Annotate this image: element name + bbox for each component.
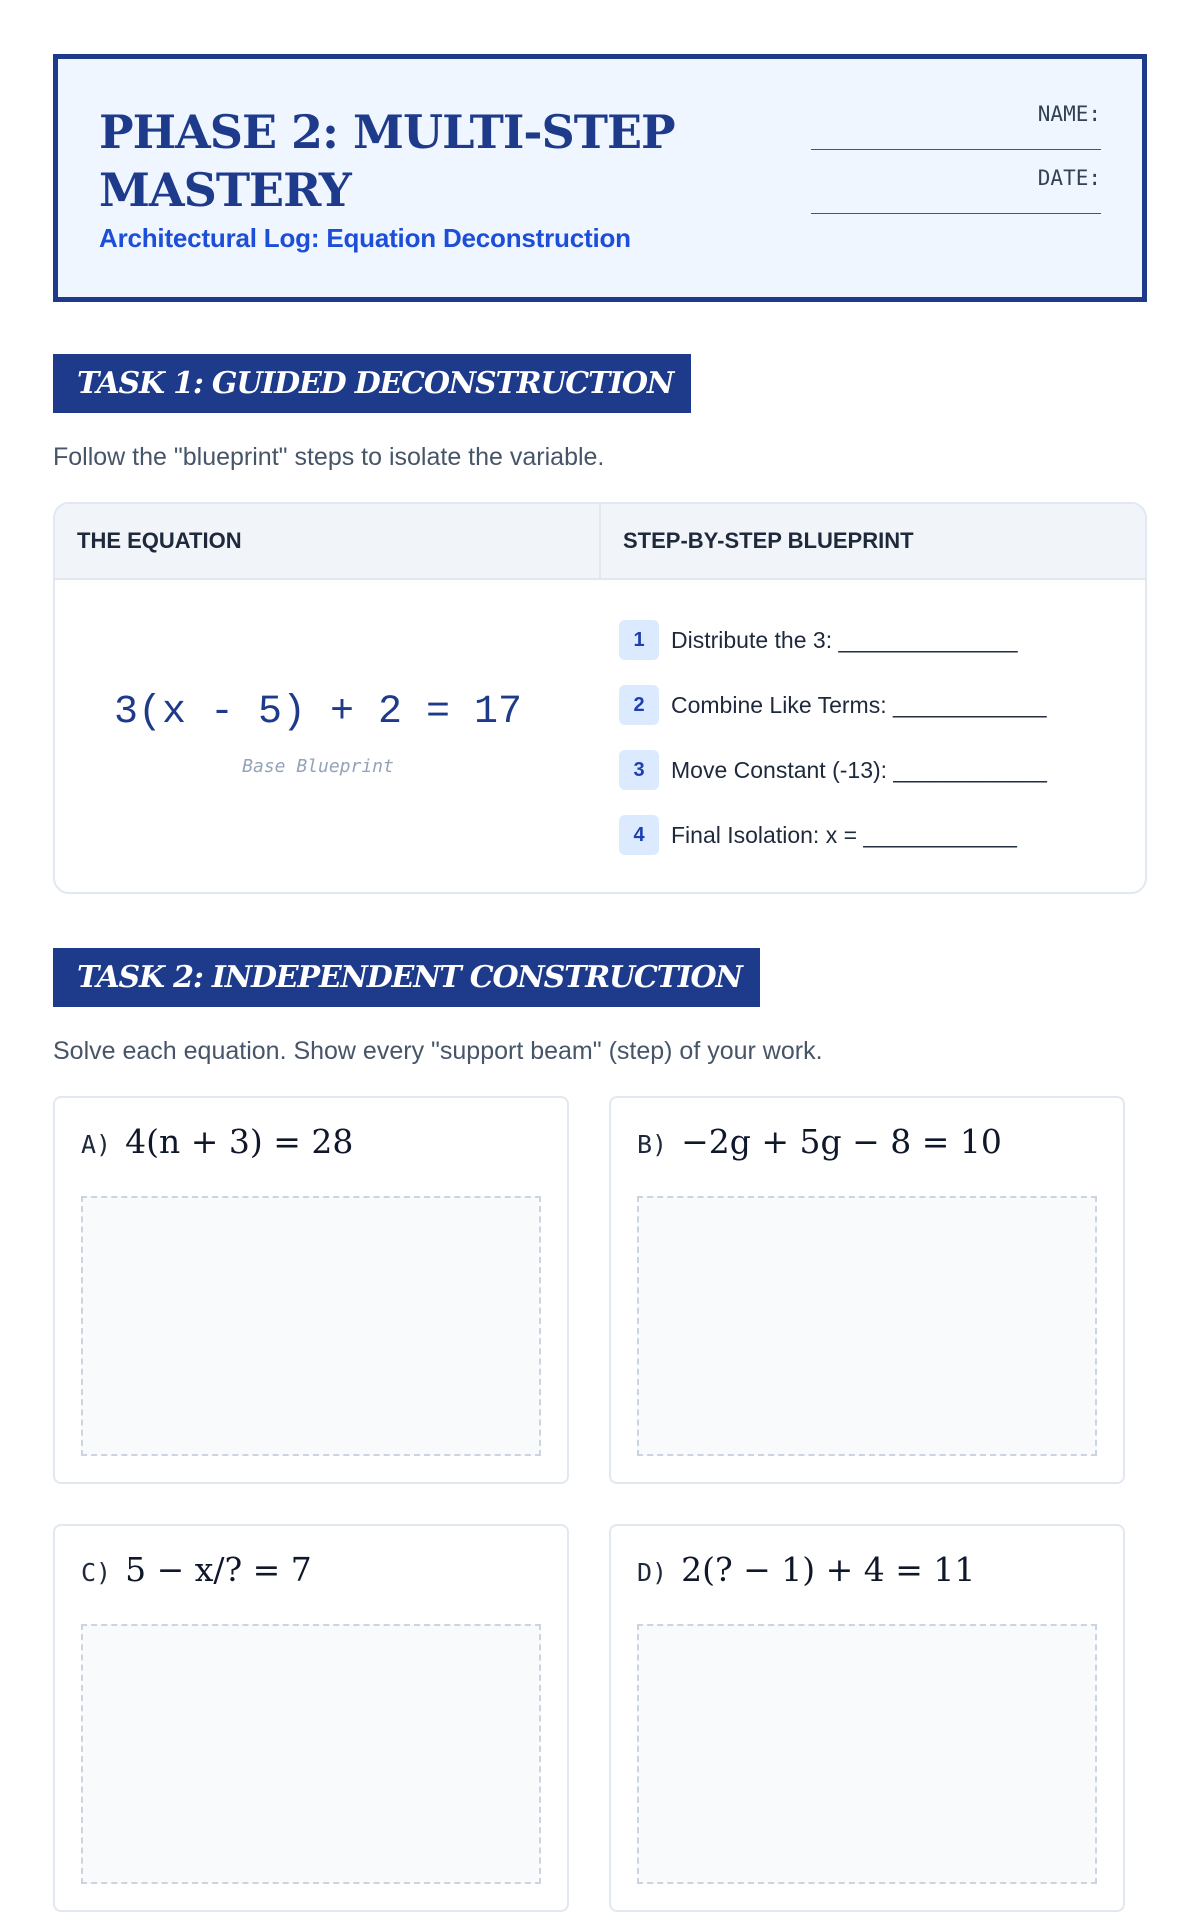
problem-card [609, 1524, 1125, 1912]
blueprint-table-body [55, 580, 1145, 894]
student-info [811, 101, 1101, 229]
steps-cell [581, 580, 1145, 894]
problem-statement [637, 1122, 1097, 1161]
step-text[interactable]: Distribute the 3: ______________ [671, 626, 1018, 653]
problem-statement [81, 1122, 541, 1161]
problem-statement [81, 1550, 541, 1589]
problem-card [53, 1096, 569, 1484]
page-subtitle: Architectural Log: Equation Deconstruction [99, 223, 631, 253]
step-number-badge: 1 [619, 620, 659, 660]
worksheet-header [53, 54, 1147, 302]
page-title: PHASE 2: MULTI-STEP MASTERY [99, 105, 675, 217]
step-number-badge: 2 [619, 685, 659, 725]
task-1-heading: TASK 1: GUIDED DECONSTRUCTION [53, 354, 691, 413]
problem-equation: 4(n + 3) = 28 [125, 1122, 354, 1161]
problem-equation: 2(? − 1) + 4 = 11 [681, 1550, 976, 1589]
equation-caption: Base Blueprint [242, 756, 394, 777]
problem-card [53, 1524, 569, 1912]
problem-card [609, 1096, 1125, 1484]
name-label: NAME: [1037, 102, 1101, 126]
column-header-equation: THE EQUATION [55, 504, 601, 578]
step-number-badge: 4 [619, 815, 659, 855]
date-label: DATE: [1037, 166, 1101, 190]
task-1-section [53, 354, 1147, 894]
problem-equation: −2g + 5g − 8 = 10 [681, 1122, 1002, 1161]
work-area[interactable] [637, 1624, 1097, 1884]
problem-statement [637, 1550, 1097, 1589]
step-item [619, 620, 1145, 660]
task-2-heading: TASK 2: INDEPENDENT CONSTRUCTION [53, 948, 760, 1007]
base-equation: 3(x - 5) + 2 = 17 [113, 690, 523, 735]
equation-cell [55, 580, 581, 894]
task-2-description: Solve each equation. Show every "support beam" (step) of your work. [53, 1037, 823, 1065]
column-header-steps: STEP-BY-STEP BLUEPRINT [623, 528, 914, 553]
name-field[interactable] [811, 127, 1101, 150]
problem-equation: 5 − x/? = 7 [125, 1550, 312, 1589]
problem-letter: A) [81, 1130, 112, 1159]
work-area[interactable] [81, 1624, 541, 1884]
step-number-badge: 3 [619, 750, 659, 790]
blueprint-table [53, 502, 1147, 894]
problem-letter: C) [81, 1558, 112, 1587]
problem-letter: B) [637, 1130, 668, 1159]
step-item [619, 815, 1145, 855]
date-field[interactable] [811, 191, 1101, 214]
task-1-description: Follow the "blueprint" steps to isolate the variable. [53, 443, 605, 471]
work-area[interactable] [637, 1196, 1097, 1456]
blueprint-table-header [55, 504, 1145, 580]
task-2-section [53, 948, 1147, 1912]
step-text[interactable]: Combine Like Terms: ____________ [671, 691, 1047, 718]
work-area[interactable] [81, 1196, 541, 1456]
step-text[interactable]: Move Constant (-13): ____________ [671, 756, 1047, 783]
step-item [619, 685, 1145, 725]
step-text[interactable]: Final Isolation: x = ____________ [671, 821, 1017, 848]
problem-letter: D) [637, 1558, 668, 1587]
problem-grid [53, 1096, 1147, 1912]
step-item [619, 750, 1145, 790]
